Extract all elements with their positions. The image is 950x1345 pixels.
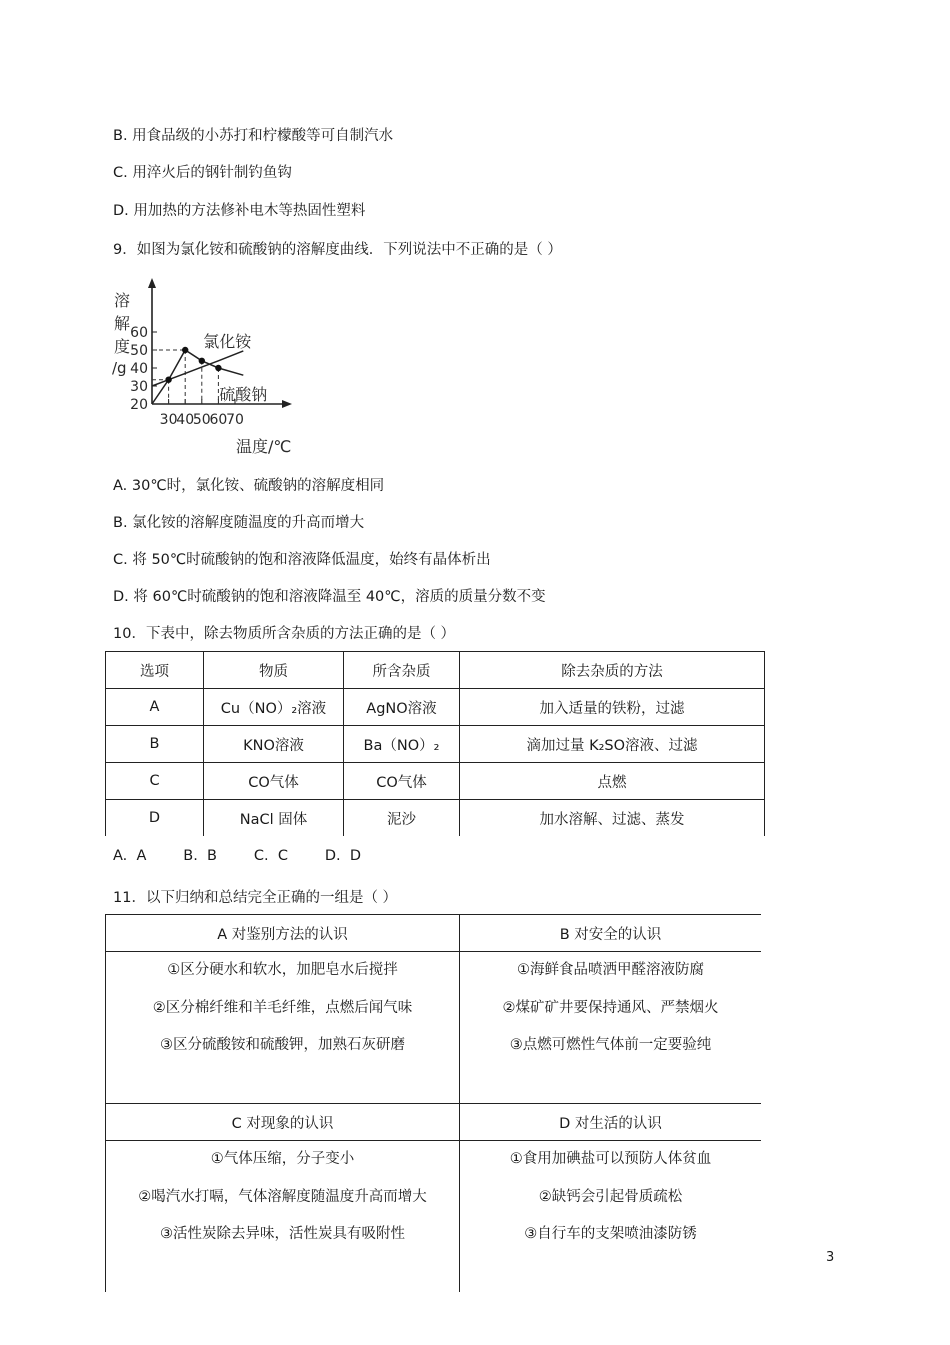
q8-option-d: D. 用加热的方法修补电木等热固性塑料 — [113, 203, 366, 219]
q9-option-a: A. 30℃时，氯化铵、硫酸钠的溶解度相同 — [113, 478, 385, 494]
series-label: 氯化铵 — [203, 331, 252, 351]
q10-stem: 10．下表中，除去物质所含杂质的方法正确的是（ ） — [113, 626, 456, 642]
table-header-row — [106, 1104, 762, 1141]
q9-option-b: B. 氯化铵的溶解度随温度的升高而增大 — [113, 515, 365, 531]
table-cell: 加水溶解、过滤、蒸发 — [460, 800, 765, 837]
y-axis-label-char: /g — [112, 359, 127, 377]
page-number: 3 — [826, 1250, 835, 1265]
x-axis-arrow — [282, 400, 292, 408]
table-cell: 加入适量的铁粉，过滤 — [460, 689, 765, 726]
y-axis-arrow — [148, 278, 156, 288]
table-row — [106, 763, 765, 800]
table-cell: CO气体 — [344, 763, 460, 800]
list-item: ②喝汽水打嗝，气体溶解度随温度升高而增大 — [138, 1188, 427, 1205]
table-cell — [106, 952, 460, 1104]
list-item: ③活性炭除去异味，活性炭具有吸附性 — [160, 1226, 405, 1242]
x-tick-label: 60 — [209, 412, 228, 428]
table-header: 所含杂质 — [344, 652, 460, 689]
y-tick-label: 20 — [130, 397, 148, 413]
table-cell: AgNO溶液 — [344, 689, 460, 726]
y-tick-label: 40 — [130, 361, 148, 377]
table-row — [106, 726, 765, 763]
data-point — [165, 377, 171, 383]
q8-option-c: C. 用淬火后的钢针制钓鱼钩 — [113, 165, 292, 181]
list-item: ①区分硬水和软水，加肥皂水后搅拌 — [167, 962, 398, 978]
table-row — [106, 952, 762, 1104]
y-axis-label-char: 解 — [114, 314, 131, 333]
series-label: 硫酸钠 — [219, 385, 268, 405]
q9-option-d: D. 将 60℃时硫酸钠的饱和溶液降温至 40℃，溶质的质量分数不变 — [113, 589, 546, 605]
q10-answer-choices: A. A B. B C. C D. D — [113, 848, 361, 864]
table-header: 除去杂质的方法 — [460, 652, 765, 689]
table-cell: CO气体 — [204, 763, 344, 800]
table-row — [106, 800, 765, 837]
table-header: 物质 — [204, 652, 344, 689]
list-item: ③点燃可燃性气体前一定要验纯 — [509, 1037, 712, 1053]
list-item: ②区分棉纤维和羊毛纤维，点燃后闻气味 — [152, 999, 413, 1016]
table-cell — [106, 1141, 460, 1293]
data-point — [182, 347, 188, 353]
q9-stem: 9．如图为氯化铵和硫酸钠的溶解度曲线．下列说法中不正确的是（ ） — [113, 242, 562, 258]
table-cell: D — [106, 800, 204, 837]
x-axis-label: 温度/℃ — [236, 437, 292, 456]
table-cell — [460, 952, 762, 1104]
list-item: ②煤矿矿井要保持通风、严禁烟火 — [502, 999, 719, 1016]
list-item: ①海鲜食品喷洒甲醛溶液防腐 — [517, 962, 704, 978]
q10-table — [105, 651, 765, 836]
table-header: A 对鉴别方法的认识 — [106, 915, 460, 952]
list-item: ③区分硫酸铵和硫酸钾，加熟石灰研磨 — [160, 1037, 405, 1053]
q8-option-b: B. 用食品级的小苏打和柠檬酸等可自制汽水 — [113, 128, 394, 144]
y-tick-label: 60 — [130, 325, 148, 341]
list-item: ①食用加碘盐可以预防人体贫血 — [509, 1151, 712, 1167]
table-header: B 对安全的认识 — [460, 915, 762, 952]
data-point — [199, 358, 205, 364]
table-cell: B — [106, 726, 204, 763]
table-header-row — [106, 652, 765, 689]
q11-table — [105, 914, 761, 1292]
y-axis-label-char: 度 — [114, 337, 131, 356]
table-row — [106, 689, 765, 726]
list-item: ②缺钙会引起骨质疏松 — [538, 1188, 683, 1205]
q11-stem: 11．以下归纳和总结完全正确的一组是（ ） — [113, 890, 398, 906]
table-header: 选项 — [106, 652, 204, 689]
table-cell: Ba（NO）₂ — [344, 726, 460, 763]
table-cell: C — [106, 763, 204, 800]
y-axis-label-char: 溶 — [114, 291, 131, 310]
table-row — [106, 1141, 762, 1293]
table-header: D 对生活的认识 — [460, 1104, 762, 1141]
table-cell: 泥沙 — [344, 800, 460, 837]
x-tick-label: 70 — [226, 412, 244, 428]
list-item: ③自行车的支架喷油漆防锈 — [524, 1226, 697, 1242]
table-cell — [460, 1141, 762, 1293]
table-cell: KNO溶液 — [204, 726, 344, 763]
solubility-chart — [100, 270, 350, 470]
q9-option-c: C. 将 50℃时硫酸钠的饱和溶液降低温度，始终有晶体析出 — [113, 552, 491, 568]
list-item: ①气体压缩，分子变小 — [210, 1151, 355, 1167]
table-header-row — [106, 915, 762, 952]
table-header: C 对现象的认识 — [106, 1104, 460, 1141]
y-tick-label: 30 — [130, 379, 148, 395]
table-cell: A — [106, 689, 204, 726]
x-tick-label: 30 — [159, 412, 178, 428]
y-tick-label: 50 — [130, 343, 148, 359]
data-point — [215, 365, 221, 371]
table-cell: 滴加过量 K₂SO溶液、过滤 — [460, 726, 765, 763]
x-tick-label: 50 — [192, 412, 211, 428]
table-cell: 点燃 — [460, 763, 765, 800]
table-cell: NaCl 固体 — [204, 800, 344, 837]
table-cell: Cu（NO）₂溶液 — [204, 689, 344, 726]
x-tick-label: 40 — [176, 412, 195, 428]
